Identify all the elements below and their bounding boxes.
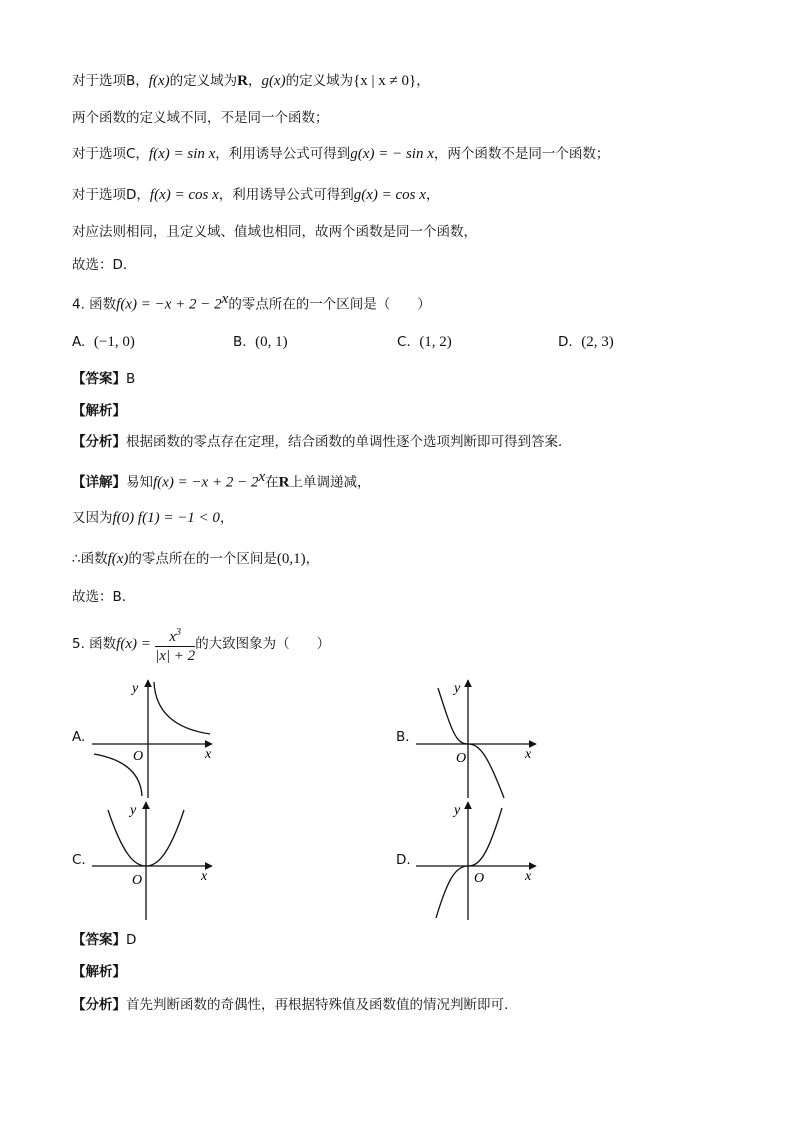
text: 首先判断函数的奇偶性，再根据特殊值及函数值的情况判断即可. (126, 997, 509, 1013)
text: 易知 (126, 474, 153, 491)
y-label: y (454, 681, 461, 696)
question-4 (72, 288, 431, 316)
detail-line (72, 548, 319, 570)
analysis-line (72, 431, 572, 453)
math-expr: g(x) = cos x (353, 187, 426, 203)
text: ，利用诱导公式可得到 (218, 187, 354, 203)
origin-label: O (133, 749, 144, 764)
math-exp: x (221, 291, 229, 307)
text: A. (72, 334, 86, 350)
text-line-option-d (72, 184, 439, 206)
option-a (72, 331, 135, 353)
math-expr: f(x) = sin x (148, 146, 216, 162)
text: B. (233, 334, 247, 350)
detail-line (72, 466, 370, 494)
analysis-tag: 【解析】 (72, 964, 126, 980)
text: 【答案】 (72, 371, 126, 387)
text: C. (397, 334, 411, 350)
text-line-option-c (72, 143, 609, 165)
text-line-option-b (72, 70, 430, 92)
text: 的零点所在的一个区间是（ ） (228, 296, 431, 313)
option-d (558, 331, 614, 353)
x-label: x (525, 747, 532, 762)
math-R: R (237, 73, 248, 89)
text: ， (219, 510, 234, 526)
math-expr: (0,1) (276, 551, 306, 567)
text: 【分析】 (72, 434, 126, 450)
text: 【答案】 (72, 932, 126, 948)
x-label: x (205, 747, 212, 762)
x-label: x (525, 869, 532, 884)
graph-b (412, 676, 542, 800)
math-exp: x (258, 469, 266, 485)
text: 在 (265, 474, 279, 491)
x-label: x (201, 869, 208, 884)
graph-a-label: A. (72, 729, 86, 745)
text: 的定义域为 (169, 73, 238, 89)
text-line: 两个函数的定义域不同，不是同一个函数； (72, 110, 329, 126)
y-label: y (132, 681, 139, 696)
text: ， (416, 73, 430, 89)
y-label: y (454, 803, 461, 818)
graph-c-label: C. (72, 852, 86, 868)
curve (154, 682, 210, 734)
text: 4. 函数 (72, 296, 117, 313)
text: ，利用诱导公式可得到 (215, 146, 351, 162)
math-expr: (2, 3) (581, 334, 614, 350)
answer-5 (72, 929, 136, 951)
text: 【分析】 (72, 997, 126, 1013)
graph-d (412, 798, 542, 922)
question-5 (72, 622, 330, 666)
answer-4 (72, 368, 135, 390)
analysis-line (72, 994, 508, 1016)
math-expr: (1, 2) (419, 334, 452, 350)
fraction-denominator: |x| + 2 (155, 647, 196, 664)
text: ， (305, 551, 320, 567)
text: 又因为 (72, 510, 113, 526)
text: D (126, 932, 137, 948)
math-set: {x | x ≠ 0} (353, 73, 417, 89)
analysis-tag: 【解析】 (72, 403, 126, 419)
math-fx: f(x) (107, 551, 129, 567)
fraction-numerator (155, 624, 195, 647)
text-line: 对应法则相同，且定义域、值域也相同，故两个函数是同一个函数， (72, 224, 477, 240)
math-gx: g(x) (261, 73, 286, 89)
text: ， (247, 73, 262, 89)
y-label: y (130, 803, 137, 818)
option-b (233, 331, 288, 353)
math-expr: f(0) f(1) = −1 < 0 (112, 510, 220, 526)
graph-d-label: D. (396, 852, 411, 868)
text-line: 故选：D． (72, 257, 137, 273)
text-line: 故选：B． (72, 589, 136, 605)
math-exp: 3 (176, 626, 181, 638)
text: 对于选项D， (72, 187, 150, 203)
text: ，两个函数不是同一个函数； (433, 146, 610, 162)
graph-a (88, 676, 218, 800)
origin-label: O (132, 873, 143, 888)
detail-line (72, 507, 233, 529)
math-x: x (169, 628, 176, 645)
graph-b-label: B. (396, 729, 410, 745)
math-expr: (0, 1) (255, 334, 288, 350)
math-expr: f(x) = cos x (149, 187, 219, 203)
origin-label: O (474, 871, 485, 886)
option-c (397, 331, 452, 353)
fraction (155, 624, 195, 665)
text: D. (558, 334, 573, 350)
math-R: R (278, 474, 290, 491)
text: 的零点所在的一个区间是 (128, 551, 277, 567)
text: 上单调递减， (289, 474, 371, 491)
text: 对于选项B， (72, 73, 149, 89)
math-expr: f(x) = −x + 2 − 2 (116, 296, 222, 313)
math-expr: f(x) = −x + 2 − 2 (153, 474, 259, 491)
text: 对于选项C， (72, 146, 149, 162)
math-expr: g(x) = − sin x (350, 146, 434, 162)
math-fx: f(x) (148, 73, 170, 89)
text: ∴函数 (72, 551, 108, 567)
text: 的定义域为 (285, 73, 354, 89)
curve (436, 808, 502, 918)
text: 的大致图象为（ ） (195, 636, 331, 652)
text: B (126, 371, 136, 387)
text: 5. 函数 (72, 636, 117, 652)
math-expr: (−1, 0) (93, 334, 135, 350)
text: ， (425, 187, 440, 203)
text: 【详解】 (72, 474, 126, 491)
origin-label: O (456, 751, 467, 766)
graph-c (88, 798, 218, 922)
curve (438, 688, 504, 798)
math-expr: f(x) = (116, 636, 151, 652)
text: 根据函数的零点存在定理，结合函数的单调性逐个选项判断即可得到答案． (126, 434, 572, 450)
